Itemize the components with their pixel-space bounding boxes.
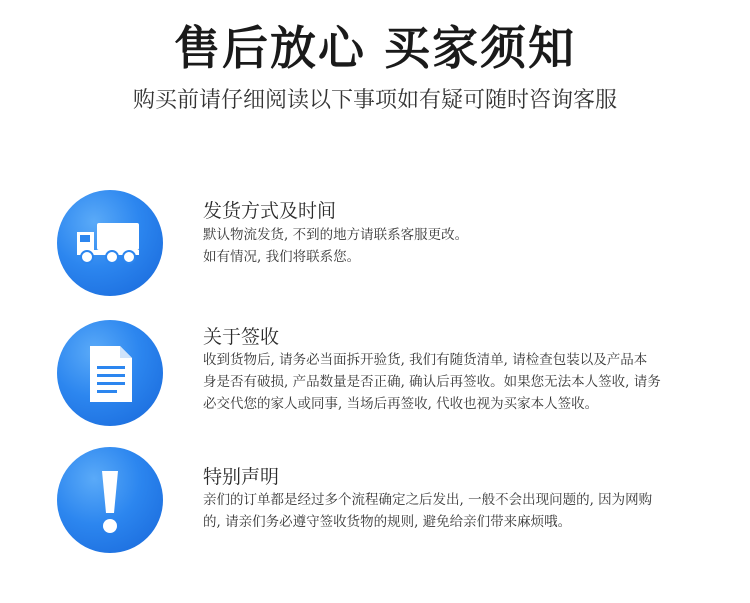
document-icon: [57, 320, 163, 426]
section-heading: 特别声明: [203, 466, 280, 488]
truck-icon: [57, 190, 163, 296]
body-line: 必交代您的家人或同事, 当场后再签收, 代收也视为买家本人签收。: [203, 396, 599, 412]
section-body: [203, 224, 703, 268]
exclamation-icon: [57, 447, 163, 553]
body-line: 的, 请亲们务必遵守签收货物的规则, 避免给亲们带来麻烦哦。: [203, 514, 572, 530]
page-title: 售后放心 买家须知: [173, 21, 576, 75]
statement-icon-badge: [57, 447, 163, 553]
body-line: 收到货物后, 请务必当面拆开验货, 我们有随货清单, 请检查包装以及产品本: [203, 352, 648, 368]
page-subtitle: 购买前请仔细阅读以下事项如有疑可随时咨询客服: [132, 88, 617, 113]
body-line: 亲们的订单都是经过多个流程确定之后发出, 一般不会出现问题的, 因为网购: [203, 492, 653, 508]
body-line: 身是否有破损, 产品数量是否正确, 确认后再签收。如果您无法本人签收, 请务: [203, 374, 661, 390]
shipping-icon-badge: [57, 190, 163, 296]
section-heading: 关于签收: [203, 326, 280, 348]
body-line: 如有情况, 我们将联系您。: [203, 249, 361, 265]
body-line: 默认物流发货, 不到的地方请联系客服更改。: [203, 227, 469, 243]
section-heading: 发货方式及时间: [203, 200, 337, 222]
section-body: [203, 349, 703, 415]
receipt-icon-badge: [57, 320, 163, 426]
section-body: [203, 489, 703, 533]
